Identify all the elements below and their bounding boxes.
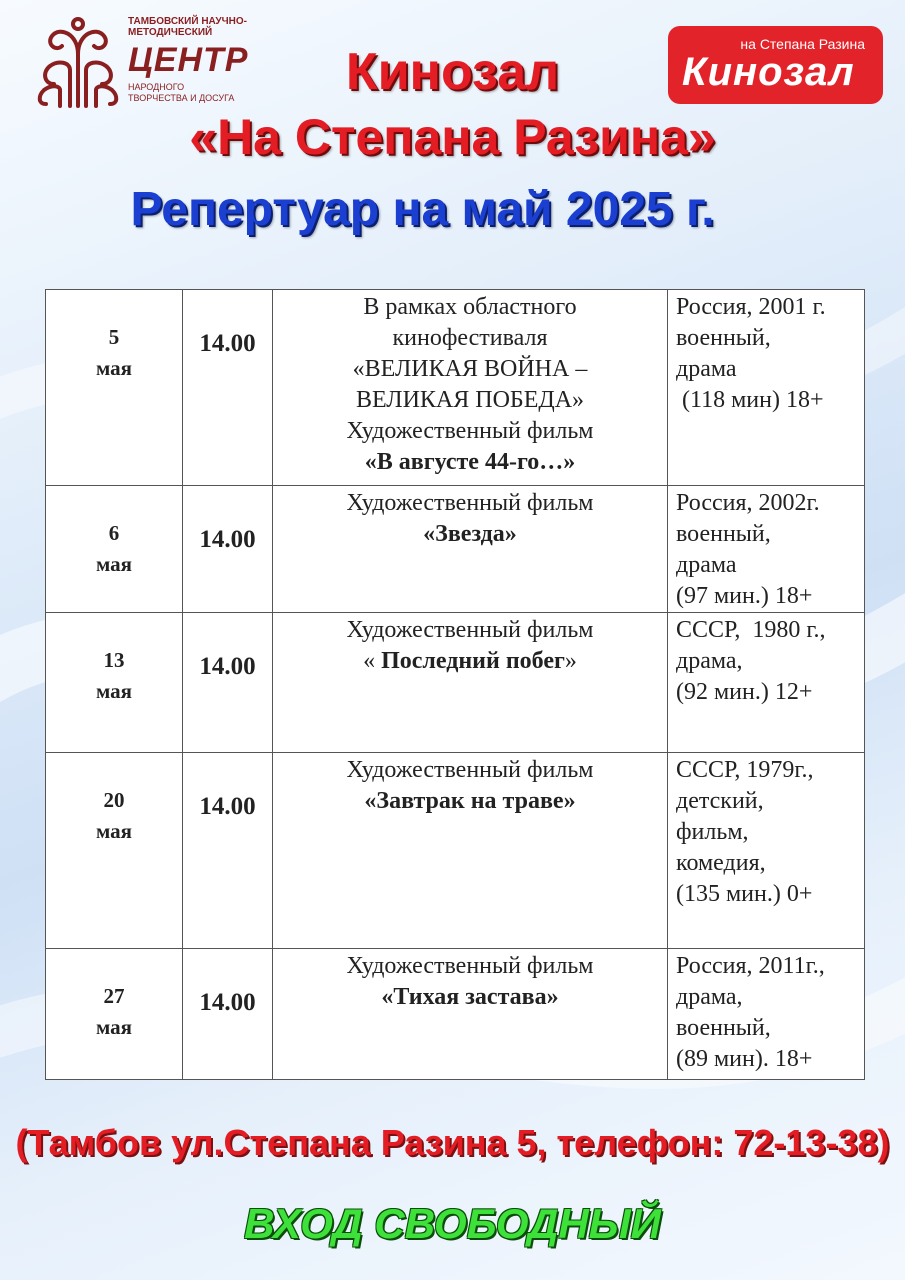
schedule-table <box>45 289 865 1080</box>
film-title: «В августе 44-го…» <box>364 449 576 475</box>
info-line: фильм, <box>676 819 749 845</box>
info-line: военный, <box>676 325 771 351</box>
date-month: мая <box>95 1015 133 1039</box>
table-row <box>46 949 865 1080</box>
info-line: военный, <box>676 521 771 547</box>
table-row <box>46 753 865 949</box>
info-line: драма <box>676 552 737 578</box>
time-cell: 14.00 <box>183 753 273 949</box>
address-line: (Тамбов ул.Степана Разина 5, телефон: 72-13-38) <box>15 1122 890 1163</box>
free-entry-banner: ВХОД СВОБОДНЫЙ <box>244 1200 661 1247</box>
date-cell <box>46 949 183 1080</box>
date-day: 20 <box>103 788 125 812</box>
description-line: Художественный фильм <box>346 418 594 444</box>
film-title: Последний побег <box>381 648 565 674</box>
date-month: мая <box>95 819 133 843</box>
table-row <box>46 613 865 753</box>
center-logo-name: ЦЕНТР <box>128 41 249 79</box>
description-line: кинофестиваля <box>392 325 548 351</box>
info-line: драма, <box>676 984 743 1010</box>
info-line: СССР, 1980 г., <box>676 617 826 643</box>
info-cell <box>668 290 865 486</box>
film-title: «Завтрак на траве» <box>364 788 576 814</box>
info-cell <box>668 613 865 753</box>
info-line: драма <box>676 356 737 382</box>
time-cell: 14.00 <box>183 949 273 1080</box>
info-line: драма, <box>676 648 743 674</box>
description-line: Художественный фильм <box>346 953 594 979</box>
description-line: ВЕЛИКАЯ ПОБЕДА» <box>355 387 585 413</box>
film-title: «Тихая застава» <box>381 984 559 1010</box>
center-logo-line1: ТАМБОВСКИЙ НАУЧНО-МЕТОДИЧЕСКИЙ <box>128 16 247 38</box>
info-line: Россия, 2001 г. <box>676 294 826 320</box>
info-line: (89 мин). 18+ <box>676 1046 813 1072</box>
kinozal-logo-subtitle: на Степана Разина <box>740 36 865 52</box>
time-cell: 14.00 <box>183 486 273 613</box>
date-day: 6 <box>108 521 120 545</box>
info-line: Россия, 2002г. <box>676 490 820 516</box>
time-cell: 14.00 <box>183 290 273 486</box>
repertoire-heading: Репертуар на май 2025 г. <box>130 183 715 236</box>
date-month: мая <box>95 356 133 380</box>
title-line2: «На Степана Разина» <box>189 109 716 165</box>
description-line: Художественный фильм <box>346 490 594 516</box>
info-line: (97 мин.) 18+ <box>676 583 813 609</box>
table-row <box>46 290 865 486</box>
info-cell <box>668 486 865 613</box>
description-cell <box>273 486 668 613</box>
date-cell <box>46 486 183 613</box>
info-line: (135 мин.) 0+ <box>676 881 813 907</box>
info-cell <box>668 949 865 1080</box>
kinozal-logo-title: Кинозал <box>682 50 855 94</box>
description-line: Художественный фильм <box>346 617 594 643</box>
info-line: военный, <box>676 1015 771 1041</box>
title-line1: Кинозал <box>345 43 560 101</box>
film-title: «Звезда» <box>423 521 517 547</box>
info-line: СССР, 1979г., <box>676 757 814 783</box>
date-cell <box>46 613 183 753</box>
info-line: (118 мин) 18+ <box>676 387 824 413</box>
description-cell <box>273 753 668 949</box>
time-cell: 14.00 <box>183 613 273 753</box>
info-cell <box>668 753 865 949</box>
film-quote-close: » <box>564 648 577 674</box>
description-line: В рамках областного <box>363 294 577 320</box>
description-cell <box>273 949 668 1080</box>
date-day: 27 <box>103 984 125 1008</box>
film-quote-open: « <box>363 648 382 674</box>
date-day: 5 <box>108 325 120 349</box>
date-cell <box>46 290 183 486</box>
info-line: детский, <box>676 788 764 814</box>
description-cell <box>273 613 668 753</box>
info-line: Россия, 2011г., <box>676 953 825 979</box>
date-cell <box>46 753 183 949</box>
date-month: мая <box>95 679 133 703</box>
date-month: мая <box>95 552 133 576</box>
table-row <box>46 486 865 613</box>
description-line: «ВЕЛИКАЯ ВОЙНА – <box>352 356 588 382</box>
info-line: (92 мин.) 12+ <box>676 679 813 705</box>
info-line: комедия, <box>676 850 766 876</box>
date-day: 13 <box>103 648 125 672</box>
description-line: Художественный фильм <box>346 757 594 783</box>
description-cell <box>273 290 668 486</box>
center-logo-line3: НАРОДНОГО ТВОРЧЕСТВА И ДОСУГА <box>128 82 235 103</box>
